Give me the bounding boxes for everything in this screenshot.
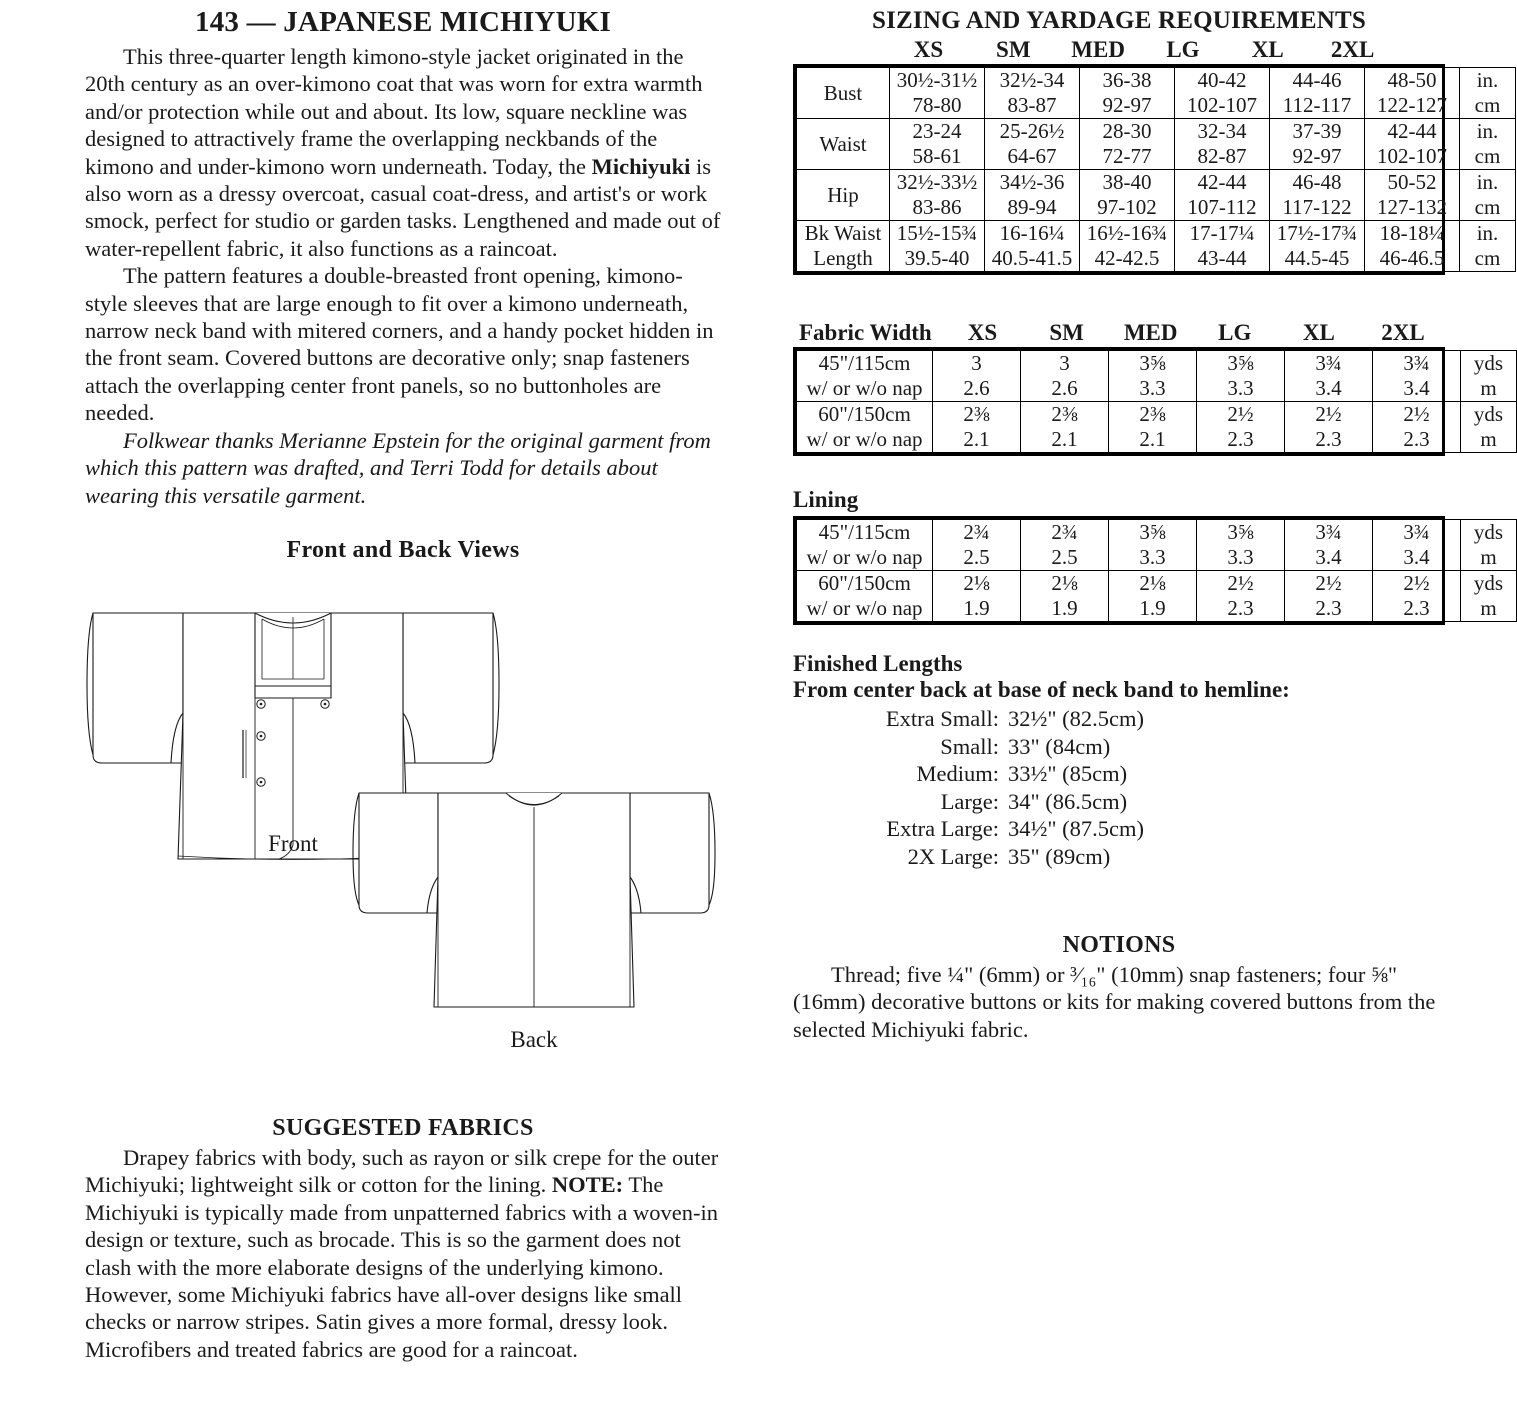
lining-heading: Lining: [793, 487, 859, 512]
fabric-width-headers: [793, 320, 1445, 346]
cell-bust-2xl: 48-50 122-127: [1365, 68, 1460, 119]
fw-size-header-med: MED: [1123, 320, 1178, 345]
intro-p1-bold-term: Michiyuki: [591, 153, 691, 179]
cell-waist-xs: 23-24 58-61: [890, 119, 985, 170]
fl-name-xs: Extra Small:: [885, 706, 999, 731]
ln-row-label-60: 60"/150cm w/ or w/o nap: [797, 571, 933, 622]
ln-cell-45-xs: 2¾ 2.5: [933, 520, 1021, 571]
fabric-width-table: [796, 350, 1517, 453]
fl-value-xs: 32½" (82.5cm): [1008, 706, 1145, 731]
right-column: [793, 0, 1504, 1043]
unit-bkwl: in. cm: [1460, 221, 1516, 272]
fl-name-lg: Large:: [940, 788, 999, 814]
fw-size-header-sm: SM: [1049, 320, 1084, 345]
notions-section: [793, 932, 1445, 1043]
table-row: [797, 221, 1516, 272]
table-row: [797, 170, 1516, 221]
cell-bust-sm: 32½-34 83-87: [985, 68, 1080, 119]
ln-cell-45-lg: 3⅝ 3.3: [1197, 520, 1285, 571]
fw-cell-45-xs: 3 2.6: [933, 351, 1021, 402]
fw-cell-45-xl: 3¾ 3.4: [1285, 351, 1373, 402]
page-title: 143 — JAPANESE MICHIYUKI: [195, 6, 611, 38]
fl-value-xl: 34½" (87.5cm): [1008, 816, 1145, 841]
ln-cell-45-2xl: 3¾ 3.4: [1373, 520, 1461, 571]
list-item: [793, 705, 1445, 733]
left-column: [85, 0, 721, 1363]
size-header-sm: SM: [996, 37, 1031, 62]
fw-cell-45-sm: 3 2.6: [1021, 351, 1109, 402]
row-label-waist: Waist: [797, 119, 890, 170]
fw-size-header-xl: XL: [1302, 320, 1335, 345]
fw-size-header-2xl: 2XL: [1381, 320, 1425, 345]
back-view-figure: [350, 777, 718, 1053]
fw-cell-60-2xl: 2½ 2.3: [1373, 402, 1461, 453]
back-view-caption: Back: [510, 1026, 558, 1052]
table-row: [797, 520, 1517, 571]
finished-lengths-section: [793, 651, 1445, 870]
unit-waist: in. cm: [1460, 119, 1516, 170]
sizing-size-headers: [793, 37, 1445, 63]
intro-p1-pre: This three-quarter length kimono-style jacket originated in the 20th century as an over-kimono coat that was worn for extra warmth and/or protection while out and about. Its low, square neckline was designed to attractively frame the overlapping neckbands of the kimono and under-kimono worn underneath. Today, the: [85, 44, 703, 179]
cell-bust-xs: 30½-31½ 78-80: [890, 68, 985, 119]
intro-paragraph-1: [85, 43, 721, 262]
finished-lengths-heading: Finished Lengths: [793, 651, 963, 676]
ln-row-label-45: 45"/115cm w/ or w/o nap: [797, 520, 933, 571]
cell-bkwl-xl: 17½-17¾ 44.5-45: [1270, 221, 1365, 272]
cell-waist-med: 28-30 72-77: [1080, 119, 1175, 170]
back-view-drawing: [350, 777, 718, 1025]
unit-bust: in. cm: [1460, 68, 1516, 119]
table-row: [797, 571, 1517, 622]
cell-bkwl-med: 16½-16¾ 42-42.5: [1080, 221, 1175, 272]
fabric-width-heading: Fabric Width: [799, 320, 932, 345]
table-row: [797, 119, 1516, 170]
fw-size-header-xs: XS: [967, 320, 998, 345]
intro-paragraph-2: The pattern features a double-breasted front opening, kimono-style sleeves that are large enough to fit over a kimono underneath, narrow neck band with mitered corners, and a handy pocket hidden in the front seam. Covered buttons are decorative only; snap fasteners attach the overlapping center front panels, so no buttonholes are needed.: [85, 263, 714, 426]
ln-cell-45-xl: 3¾ 3.4: [1285, 520, 1373, 571]
ln-cell-60-xl: 2½ 2.3: [1285, 571, 1373, 622]
size-header-lg: LG: [1166, 37, 1200, 62]
fw-cell-60-xl: 2½ 2.3: [1285, 402, 1373, 453]
fw-cell-45-2xl: 3¾ 3.4: [1373, 351, 1461, 402]
fw-cell-45-med: 3⅝ 3.3: [1109, 351, 1197, 402]
fl-name-2xl: 2X Large:: [907, 843, 999, 869]
ln-cell-45-sm: 2¾ 2.5: [1021, 520, 1109, 571]
garment-illustrations: [85, 566, 721, 1071]
views-heading: Front and Back Views: [286, 536, 520, 563]
fw-row-label-60: 60"/150cm w/ or w/o nap: [797, 402, 933, 453]
cell-waist-xl: 37-39 92-97: [1270, 119, 1365, 170]
row-label-bk-waist-length: Bk Waist Length: [797, 221, 890, 272]
lining-table-wrapper: [793, 516, 1504, 625]
sizing-table-wrapper: [793, 64, 1501, 275]
cell-waist-sm: 25-26½ 64-67: [985, 119, 1080, 170]
list-item: [793, 788, 1445, 816]
suggested-fabrics-pre: Drapey fabrics with body, such as rayon or silk crepe for the outer Michiyuki; lightweight silk or cotton for the lining.: [85, 1144, 719, 1198]
cell-bkwl-2xl: 18-18¼ 46-46.5: [1365, 221, 1460, 272]
lining-table: [796, 519, 1517, 622]
ln-unit-60: yds m: [1461, 571, 1517, 622]
cell-waist-2xl: 42-44 102-107: [1365, 119, 1460, 170]
intro-p1-post: is also worn as a dressy overcoat, casual coat-dress, and artist's or work smock, perfect for studio or garden tasks. Lengthened and made out of water-repellent fabric, it also functions as a raincoat.: [85, 153, 721, 261]
cell-waist-lg: 32-34 82-87: [1175, 119, 1270, 170]
fl-name-xl: Extra Large:: [886, 816, 999, 841]
fl-value-lg: 34" (86.5cm): [1008, 788, 1128, 814]
cell-hip-lg: 42-44 107-112: [1175, 170, 1270, 221]
table-row: [797, 402, 1517, 453]
fw-cell-45-lg: 3⅝ 3.3: [1197, 351, 1285, 402]
table-row: [797, 351, 1517, 402]
list-item: [793, 760, 1445, 788]
size-header-med: MED: [1071, 37, 1125, 62]
fl-name-sm: Small:: [940, 733, 999, 759]
lining-section: [793, 487, 1504, 625]
cell-bkwl-sm: 16-16¼ 40.5-41.5: [985, 221, 1080, 272]
ln-cell-60-lg: 2½ 2.3: [1197, 571, 1285, 622]
cell-hip-xl: 46-48 117-122: [1270, 170, 1365, 221]
finished-lengths-list: [793, 705, 1445, 870]
ln-unit-45: yds m: [1461, 520, 1517, 571]
cell-hip-xs: 32½-33½ 83-86: [890, 170, 985, 221]
list-item: [793, 815, 1445, 843]
fw-cell-60-med: 2⅜ 2.1: [1109, 402, 1197, 453]
row-label-hip: Hip: [797, 170, 890, 221]
cell-bkwl-lg: 17-17¼ 43-44: [1175, 221, 1270, 272]
credit-paragraph: Folkwear thanks Merianne Epstein for the original garment from which this pattern was drafted, and Terri Todd for details about wearing this versatile garment.: [85, 427, 711, 508]
unit-hip: in. cm: [1460, 170, 1516, 221]
cell-bust-lg: 40-42 102-107: [1175, 68, 1270, 119]
fl-name-med: Medium:: [916, 761, 999, 786]
cell-hip-sm: 34½-36 89-94: [985, 170, 1080, 221]
ln-cell-60-2xl: 2½ 2.3: [1373, 571, 1461, 622]
fw-cell-60-xs: 2⅜ 2.1: [933, 402, 1021, 453]
fw-row-label-45: 45"/115cm w/ or w/o nap: [797, 351, 933, 402]
suggested-fabrics-section: [85, 1115, 721, 1363]
cell-hip-med: 38-40 97-102: [1080, 170, 1175, 221]
cell-bkwl-xs: 15½-15¾ 39.5-40: [890, 221, 985, 272]
list-item: [793, 733, 1445, 761]
fw-unit-60: yds m: [1461, 402, 1517, 453]
fabric-width-section: [793, 320, 1504, 456]
ln-cell-60-med: 2⅛ 1.9: [1109, 571, 1197, 622]
fl-value-med: 33½" (85cm): [1008, 761, 1128, 786]
ln-cell-45-med: 3⅝ 3.3: [1109, 520, 1197, 571]
suggested-fabrics-post: The Michiyuki is typically made from unpatterned fabrics with a woven-in design or texture, such as brocade. This is so the garment does not clash with the more elaborate designs of the underlying kimono. However, some Michiyuki fabrics have all-over designs like small checks or narrow stripes. Satin gives a more formal, dressy look. Microfibers and treated fabrics are good for a raincoat.: [85, 1172, 718, 1362]
fw-cell-60-sm: 2⅜ 2.1: [1021, 402, 1109, 453]
size-header-2xl: 2XL: [1330, 37, 1375, 62]
note-label: NOTE:: [551, 1172, 624, 1198]
cell-bust-med: 36-38 92-97: [1080, 68, 1175, 119]
finished-lengths-subheading: From center back at base of neck band to hemline:: [793, 677, 1290, 702]
size-header-xl: XL: [1251, 37, 1284, 62]
fw-cell-60-lg: 2½ 2.3: [1197, 402, 1285, 453]
notions-text: Thread; five ¼" (6mm) or ³⁄₁₆" (10mm) snap fasteners; four ⅝" (16mm) decorative buttons or kits for making covered buttons from the selected Michiyuki fabric.: [793, 962, 1436, 1042]
ln-cell-60-sm: 2⅛ 1.9: [1021, 571, 1109, 622]
fw-size-header-lg: LG: [1218, 320, 1252, 345]
size-header-xs: XS: [913, 37, 944, 62]
notions-heading: NOTIONS: [1062, 932, 1176, 958]
front-view-caption: Front: [268, 830, 318, 856]
fw-unit-45: yds m: [1461, 351, 1517, 402]
sizing-section: [793, 7, 1501, 275]
suggested-fabrics-paragraph: [85, 1144, 721, 1363]
table-row: [797, 68, 1516, 119]
row-label-bust: Bust: [797, 68, 890, 119]
cell-hip-2xl: 50-52 127-132: [1365, 170, 1460, 221]
fl-value-2xl: 35" (89cm): [1008, 843, 1111, 869]
sizing-table-title: SIZING AND YARDAGE REQUIREMENTS: [871, 7, 1367, 34]
list-item: [793, 843, 1445, 871]
fabric-width-table-wrapper: [793, 347, 1504, 456]
suggested-fabrics-heading: SUGGESTED FABRICS: [272, 1114, 534, 1141]
ln-cell-60-xs: 2⅛ 1.9: [933, 571, 1021, 622]
fl-value-sm: 33" (84cm): [1008, 733, 1111, 759]
sizing-table: [796, 67, 1516, 272]
cell-bust-xl: 44-46 112-117: [1270, 68, 1365, 119]
